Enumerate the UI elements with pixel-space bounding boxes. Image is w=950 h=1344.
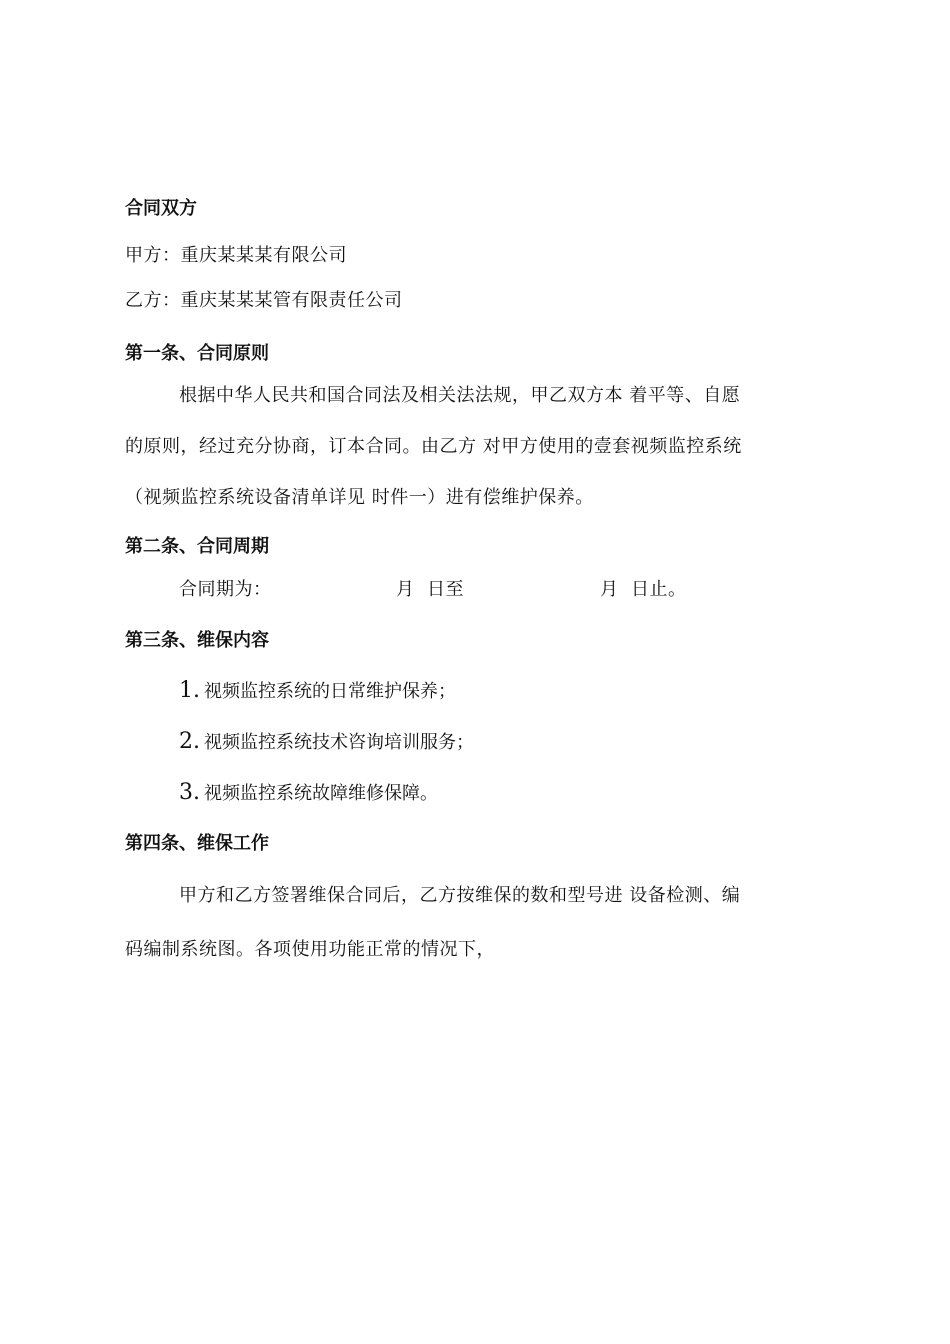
period-day-end: 日止。 (631, 579, 687, 600)
period-month-2: 月 (600, 579, 619, 600)
article2-heading: 第二条、合同周期 (125, 536, 269, 557)
list-number: 3. (179, 780, 200, 805)
period-month-1: 月 (396, 579, 415, 600)
period-day-to: 日至 (427, 579, 464, 600)
list-item (179, 782, 438, 804)
party-b-line: 乙方：重庆某某某管有限责任公司 (125, 290, 403, 311)
article4-heading: 第四条、维保工作 (125, 833, 269, 854)
article4-line-1: 甲方和乙方签署维保合同后，乙方按维保的数和型号进 设备检测、编 (179, 885, 741, 906)
list-number: 1. (179, 678, 200, 703)
list-number: 2. (179, 729, 200, 754)
period-label: 合同期为： (179, 579, 272, 600)
list-item (179, 731, 474, 753)
list-text: 视频监控系统技术咨询培训服务； (204, 732, 474, 753)
article4-line-2: 码编制系统图。各项使用功能正常的情况下， (125, 939, 495, 960)
list-text: 视频监控系统故障维修保障。 (204, 783, 438, 804)
party-a-line: 甲方：重庆某某某有限公司 (125, 245, 347, 266)
list-item (179, 680, 456, 702)
article1-heading: 第一条、合同原则 (125, 343, 269, 364)
article1-line-3: （视频监控系统设备清单详见 时件一）进有偿维护保养。 (125, 487, 594, 508)
list-text: 视频监控系统的日常维护保养； (204, 681, 456, 702)
article3-heading: 第三条、维保内容 (125, 630, 269, 651)
article1-line-2: 的原则，经过充分协商，订本合同。由乙方 对甲方使用的壹套视频监控系统 (125, 436, 742, 457)
parties-heading: 合同双方 (125, 198, 197, 219)
article1-line-1: 根据中华人民共和国合同法及相关法法规，甲乙双方本 着平等、自愿 (179, 385, 741, 406)
